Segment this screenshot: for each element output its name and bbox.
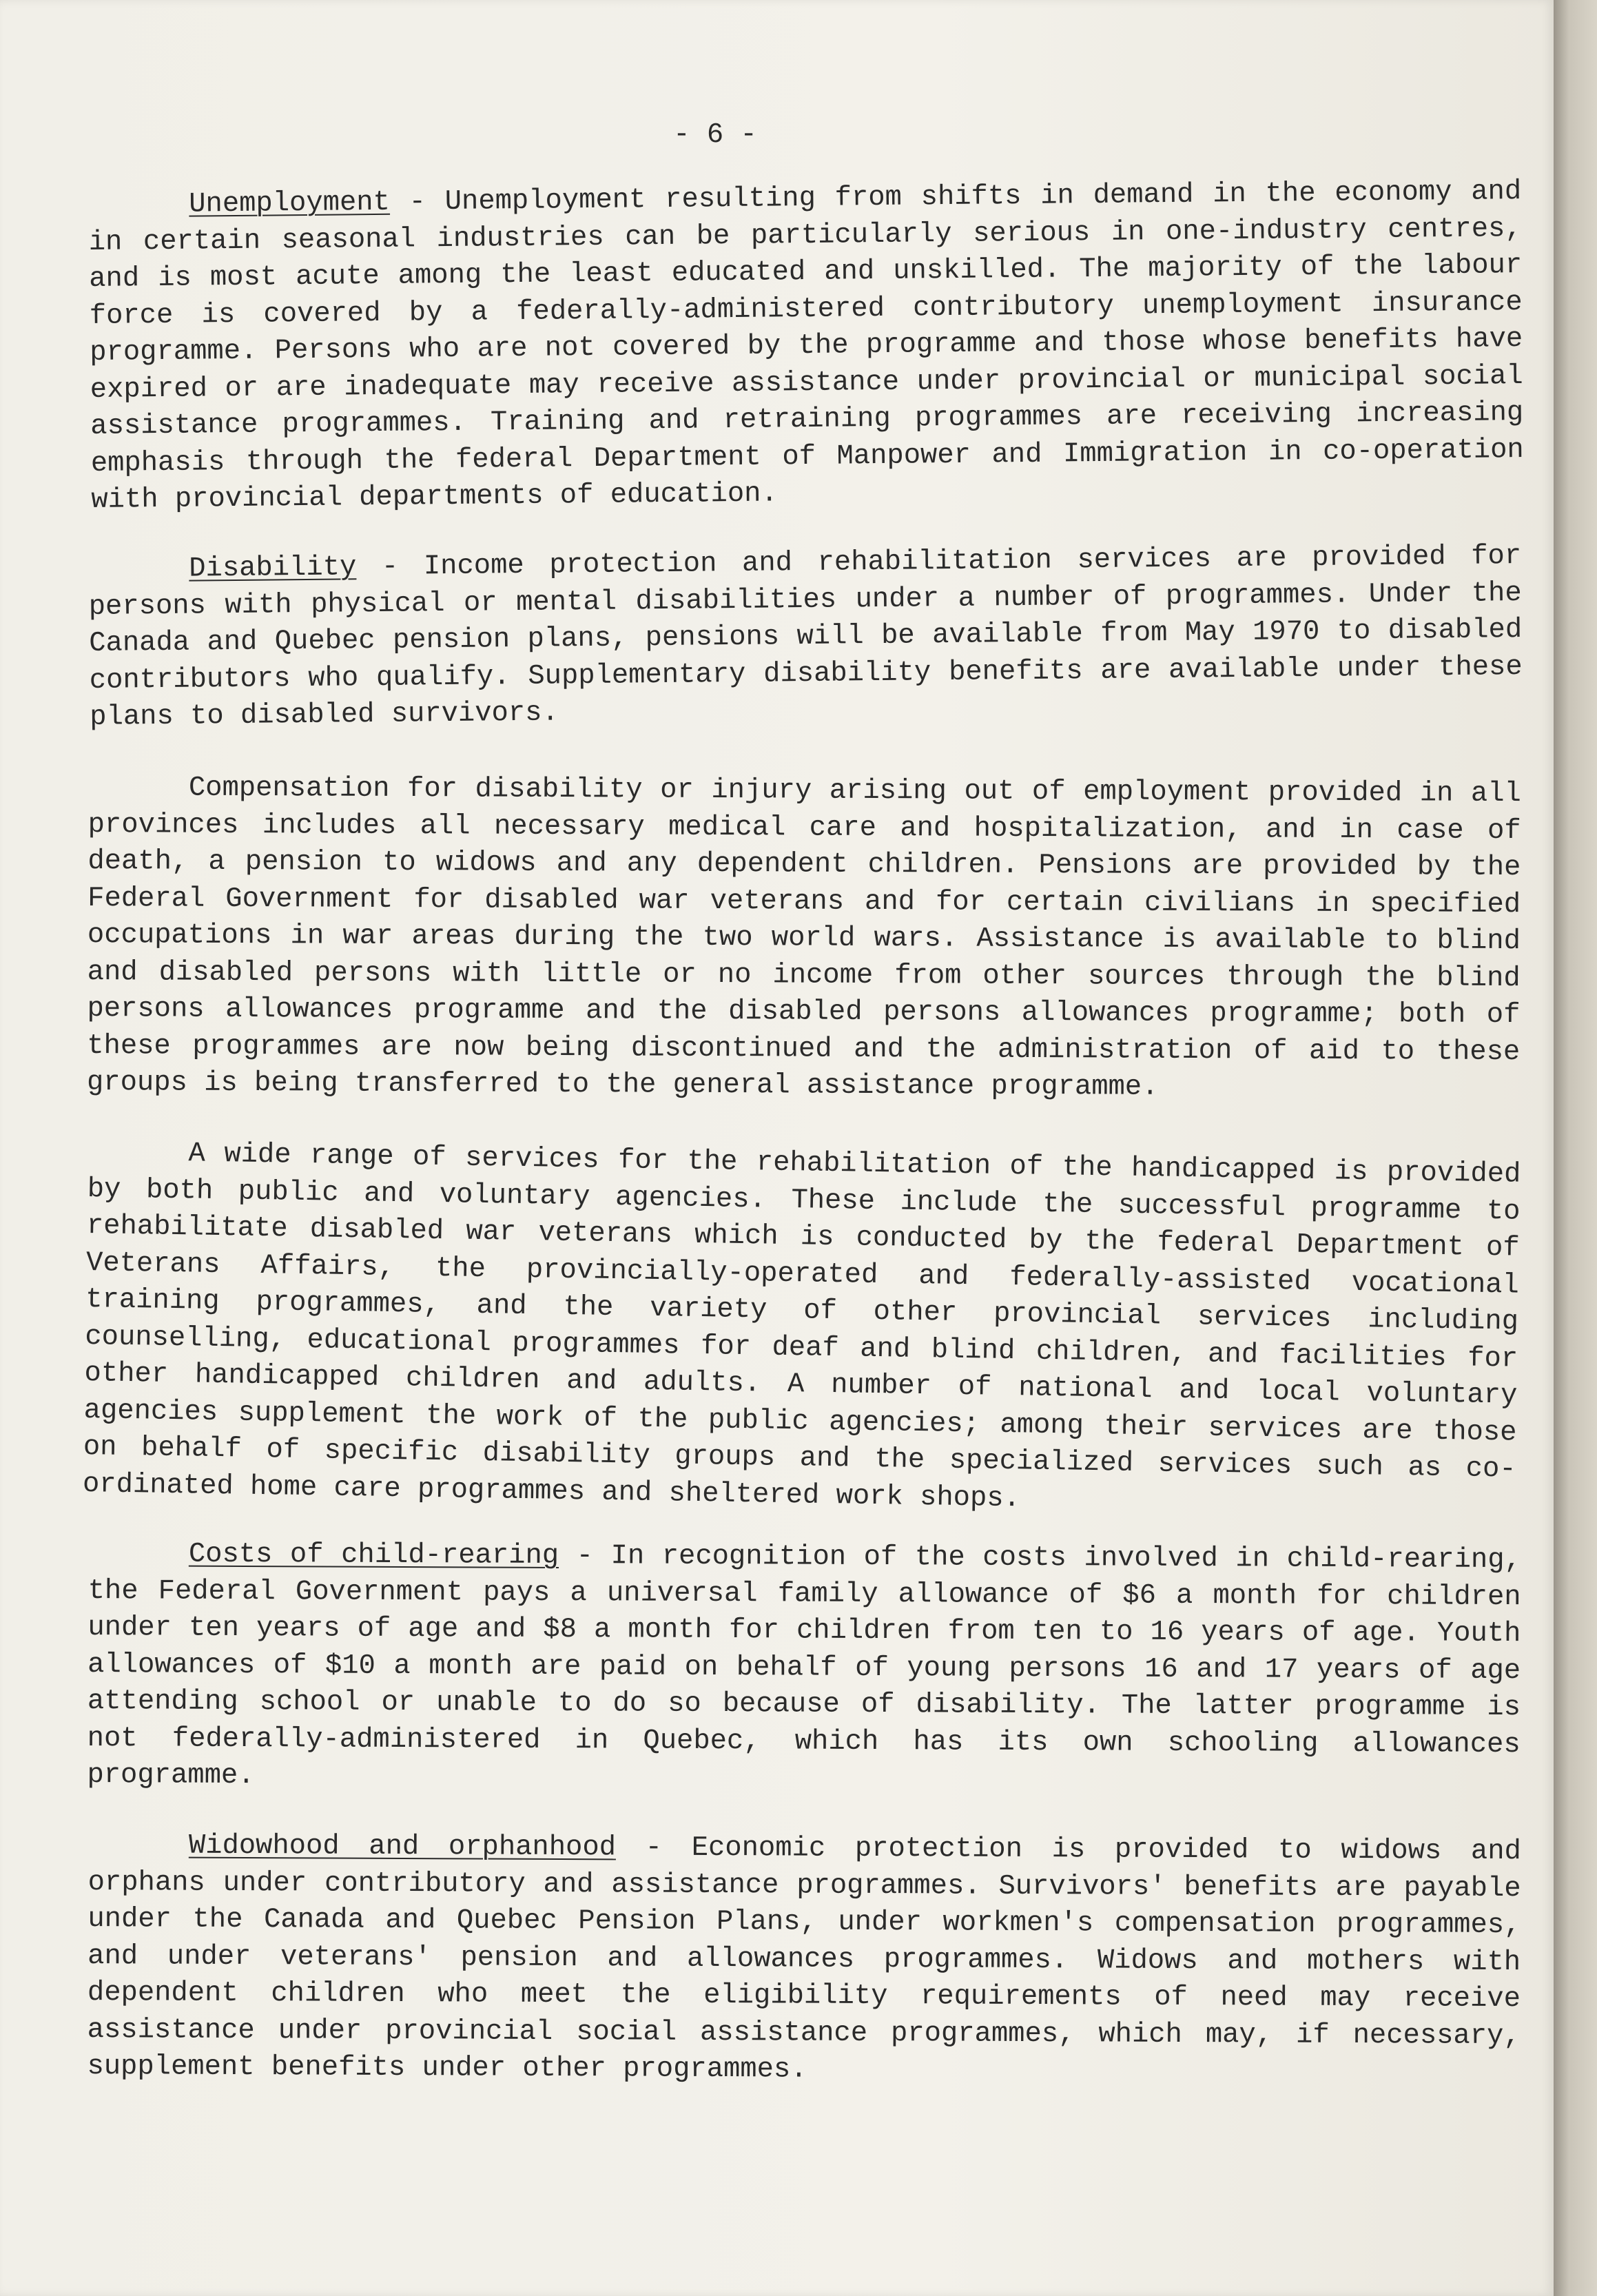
section-heading-widowhood: Widowhood and orphanhood (188, 1829, 617, 1863)
paragraph-widowhood (87, 1827, 1521, 2092)
page-edge-shadow (1554, 0, 1597, 2296)
paragraph-compensation (87, 770, 1521, 1108)
paragraph-text: - Economic protection is provided to widows and orphans under contributory and assistance programmes. Survivors' benefits are payable under the Canada and Quebec Pension Plans, under workmen's compensation programmes, and under veterans' pension and allowances programmes. Widows and mothers with dependent children who meet the eligibility requirements of need may receive assistance under provincial social assistance programmes, which may, if necessary, supplement benefits under other programmes. (87, 1831, 1521, 2086)
page-number: - 6 - (673, 119, 757, 151)
paragraph-indent (88, 576, 189, 577)
paragraph-indent (87, 1159, 188, 1160)
paragraph-text: Compensation for disability or injury arising out of employment provided in all provinces includes all necessary medical care and hospitalization, and in case of death, a pension to widows and any dependent children. Pensions are provided by the Federal Government for disabled war veterans and for certain civilians in specified occupations in war areas during the two world wars. Assistance is available to blind and disabled persons with little or no income from other sources through the blind persons allowances programme and the disabled persons allowances programme; both of these programmes are now being discontinued and the administration of aid to these groups is being transferred to the general assistance programme. (86, 772, 1521, 1103)
section-heading-child-rearing: Costs of child-rearing (188, 1538, 559, 1572)
paragraph-indent (88, 211, 189, 212)
paragraph-unemployment (88, 174, 1525, 519)
page-content (82, 117, 1524, 2118)
paragraph-text: - Income protection and rehabilitation services are provided for persons with physical or mental disabilities under a number of programmes. Under the Canada and Quebec pension plans, pensions will be available from May 1970 to disabled contributors who qualify. Supplementary disability benefits are available under these plans to disabled survivors. (88, 540, 1523, 733)
section-heading-disability: Disability (189, 551, 357, 585)
paragraph-child-rearing (87, 1536, 1521, 1801)
paragraph-text: - Unemployment resulting from shifts in demand in the economy and in certain seasonal industries can be particularly serious in one-industry centres, and is most acute among the least educated and unskilled. The majority of the labour force is covered by a federally-administered contributory unemployment insurance programme. Persons who are not covered by the programme and those whose benefits have expired or are inadequate may receive assistance under provincial or municipal social assistance programmes. Training and retraining programmes are receiving increasing emphasis through the federal Department of Manpower and Immigration in co-operation with provincial departments of education. (88, 175, 1524, 516)
paragraph-text: - In recognition of the costs involved in child-rearing, the Federal Government pays a universal family allowance of $6 a month for children under ten years of age and $8 a month for children from ten to 16 years of age. Youth allowances of $10 a month are paid on behalf of young persons 16 and 17 years of age attending school or unable to do so because of disability. The latter programme is not federally-administered in Quebec, which has its own schooling allowances programme. (87, 1539, 1521, 1792)
paragraph-indent (88, 794, 189, 795)
section-heading-unemployment: Unemployment (189, 186, 391, 221)
paragraph-disability (88, 538, 1523, 736)
paragraph-text: A wide range of services for the rehabilitation of the handicapped is provided by both public and voluntary agencies. These include the successful programme to rehabilitate disabled war veterans which is conducted by the federal Department of Veterans Affairs, the provincially-operated and federally-assisted vocational training programmes, and the variety of other provincial services including counselling, educational programmes for deaf and blind children, and facilities for other handicapped children and adults. A number of national and local voluntary agencies supplement the work of the public agencies; among their services are those on behalf of specific disability groups and the specialized services such as co-ordinated home care programmes and sheltered work shops. (82, 1138, 1521, 1515)
paragraph-rehabilitation (83, 1134, 1521, 1526)
